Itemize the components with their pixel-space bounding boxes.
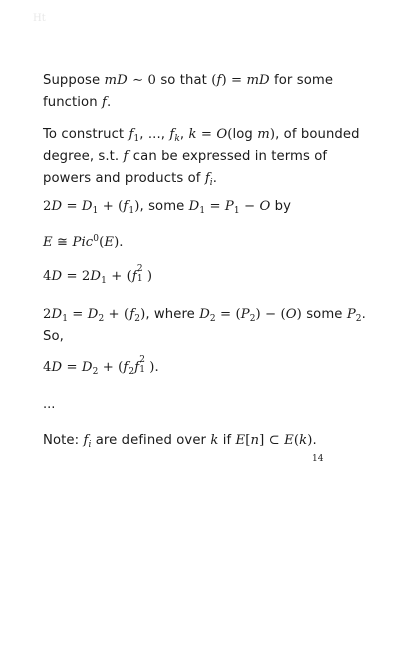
math: E ≅ Pic$^0$(E). [43, 234, 124, 250]
math: k [188, 127, 197, 142]
text: , ..., [139, 127, 170, 142]
math: mD [104, 73, 128, 88]
paragraph-2d [43, 196, 373, 218]
math: $f_i$ [204, 171, 213, 188]
math: (f) = mD [211, 73, 270, 88]
text: . So, [43, 307, 366, 344]
ellipsis: ... [43, 397, 56, 412]
text: To construct [43, 127, 129, 142]
math: f [123, 149, 129, 164]
equation-4d [43, 266, 373, 288]
text: Note: [43, 433, 84, 448]
text: are defined over [91, 433, 211, 448]
math: k [210, 433, 219, 448]
equation-4d-second [43, 357, 373, 379]
text: , some [139, 199, 189, 214]
paragraph-2d1 [43, 304, 373, 348]
math: O [216, 127, 228, 142]
math: E[n] ⊂ E(k) [235, 433, 313, 448]
text: for some function [43, 73, 334, 110]
text: . [212, 171, 218, 186]
text: . [312, 433, 317, 448]
equation-pic [43, 232, 373, 254]
math: $D_2 = (P_2) - (O)$ [199, 307, 302, 324]
text: by [270, 199, 292, 214]
text: , of bounded degree, s.t. [43, 127, 360, 164]
math: $4D = 2D_1 + (f$ 2 1 ) [43, 264, 153, 286]
text: so that [156, 73, 212, 88]
math: f [128, 127, 134, 142]
text: , where [145, 307, 200, 322]
text: some [301, 307, 347, 322]
corner-mark: Ht [33, 13, 46, 24]
math: f [101, 95, 107, 110]
paragraph-construct: To construct $f_1$, ..., $f_k$, k = O(log m), of bounded degree, s.t. f can be expressed in terms of powers and products of $f_i$. [43, 127, 360, 188]
text: Suppose [43, 73, 105, 88]
text: . [106, 95, 112, 110]
page-number: 14 [312, 454, 324, 464]
text: can be expressed in terms of powers and products of [43, 149, 328, 186]
paragraph-note [43, 430, 373, 452]
math: $f_i$ [83, 433, 92, 450]
math: $D_1 = P_1 - O$ [188, 199, 271, 216]
paragraph-suppose [43, 70, 373, 114]
math: $2D = D_1 + (f_1)$ [43, 199, 140, 216]
text: , [179, 127, 189, 142]
text: if [218, 433, 236, 448]
math: $f_k$ [169, 127, 180, 144]
math: $P_2$ [346, 307, 362, 324]
math: $2D_1 = D_2 + (f_2)$ [43, 307, 146, 324]
math: ∼ 0 [132, 73, 157, 88]
math: $4D = D_2 + (f_2f$ 2 1 ). [43, 355, 159, 377]
